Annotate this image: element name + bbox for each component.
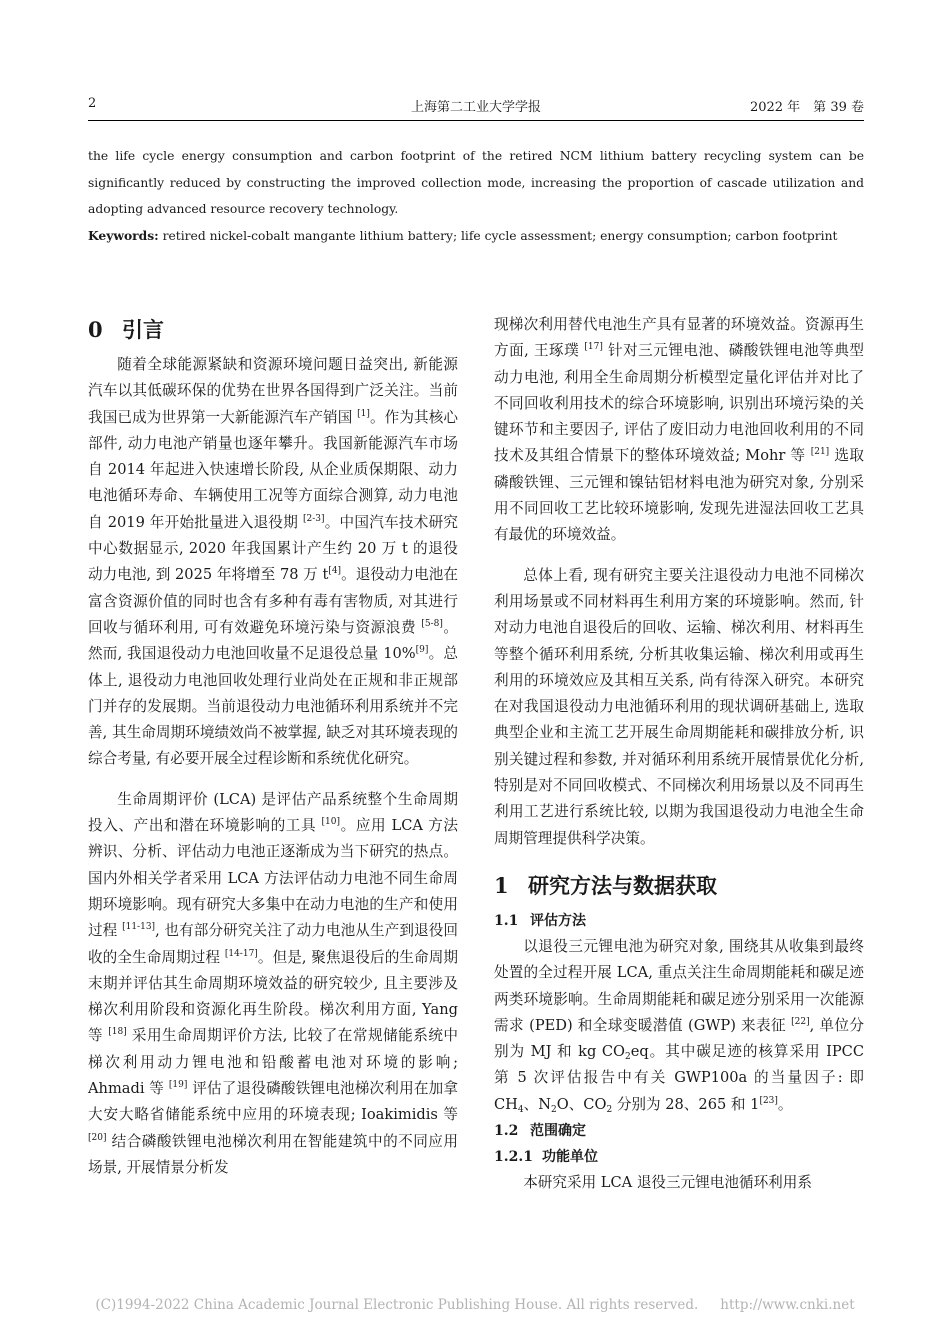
citation[interactable]: [22] xyxy=(791,1016,810,1027)
subsection-heading-1-1: 1.1 评估方法 xyxy=(494,912,586,929)
paragraph-intro-2-continued: 现梯次利用替代电池生产具有显著的环境效益。资源再生方面, 王琢璞 [17] 针对三元锂电池、磷酸铁锂电池等典型动力电池, 利用全生命周期分析模型定量化评估并对比了不同回收利用技术的综合环境影响, 识别出环境污染的关键环节和主要因子, 评估了废旧动力电池回收利用的不同技术及其组合情景下的整体环境效益; Mohr 等 [21] 选取磷酸铁锂、三元锂和镍钴铝材料电池为研究对象, 分别采用不同回收工艺比较环境影响, 发现先进湿法回收工艺具有最优的环境效益。 xyxy=(494,316,865,544)
paragraph-intro-3: 总体上看, 现有研究主要关注退役动力电池不同梯次利用场景或不同材料再生利用方案的环境影响。然而, 针对动力电池自退役后的回收、运输、梯次利用、材料再生等整个循环利用系统, 分析其收集运输、梯次利用或再生利用的环境效应及其相互关系, 尚有待深入研究。本研究在对我国退役动力电池循环利用的现状调研基础上, 选取典型企业和主流工艺开展生命周期能耗和碳排放分析, 识别关键过程和参数, 并对循环利用系统开展情景优化分析, 特别是对不同回收模式、不同梯次利用场景以及不同再生利用工艺进行系统比较, 以期为我国退役动力电池全生命周期管理提供科学决策。 xyxy=(494,566,864,847)
english-abstract xyxy=(88,143,864,249)
abstract-text: the life cycle energy consumption and carbon footprint of the retired NCM lithium battery recycling system can be significantly reduced by constructing the improved collection mode, increasing the proportion of cascade utilization and adopting advanced resource recovery technology. xyxy=(88,149,864,216)
right-column xyxy=(494,312,864,1196)
citation[interactable]: [9] xyxy=(415,645,429,656)
keywords-text: retired nickel-cobalt mangante lithium battery; life cycle assessment; energy consumption; carbon footprint xyxy=(162,228,838,243)
paragraph-functional-unit: 本研究采用 LCA 退役三元锂电池循环利用系 xyxy=(523,1174,812,1192)
section-heading-0: 0 引言 xyxy=(88,317,164,342)
citation[interactable]: [23] xyxy=(759,1095,778,1106)
paragraph-intro-1: 随着全球能源紧缺和资源环境问题日益突出, 新能源汽车以其低碳环保的优势在世界各国得到广泛关注。当前我国已成为世界第一大新能源汽车产销国 [1]。作为其核心部件, 动力电池产销量也逐年攀升。我国新能源汽车市场自 2014 年起进入快速增长阶段, 从企业质保期限、动力电池循环寿命、车辆使用工况等方面综合测算, 动力电池自 2019 年开始批量进入退役期 [2-3]。中国汽车技术研究中心数据显示, 2020 年我国累计产生约 20 万 t 的退役动力电池, 到 2025 年将增至 78 万 t[4]。退役动力电池在富含资源价值的同时也含有多种有毒有害物质, 对其进行回收与循环利用, 可有效避免环境污染与资源浪费 [5-8]。然而, 我国退役动力电池回收量不足退役总量 10%[9]。总体上, 退役动力电池回收处理行业尚处在正规和非正规部门并存的发展期。当前退役动力电池循环利用系统并不完善, 其生命周期环境绩效尚不被掌握, 缺乏对其环境表现的综合考量, 有必要开展全过程诊断和系统优化研究。 xyxy=(88,356,458,768)
subsection-heading-1-2: 1.2 范围确定 xyxy=(494,1123,586,1140)
paragraph-intro-2: 生命周期评价 (LCA) 是评估产品系统整个生命周期投入、产出和潜在环境影响的工具 [10]。应用 LCA 方法辨识、分析、评估动力电池正逐渐成为当下研究的热点。国内外相关学者采用 LCA 方法评估动力电池不同生命周期环境影响。现有研究大多集中在动力电池的生产和使用过程 [11-13], 也有部分研究关注了动力电池从生产到退役回收的全生命周期过程 [14-17]。但是, 聚焦退役后的生命周期末期并评估其生命周期环境效益的研究较少, 且主要涉及梯次利用阶段和资源化再生阶段。梯次利用方面, Yang 等 [18] 采用生命周期评价方法, 比较了在常规储能系统中梯次利用动力锂电池和铅酸蓄电池对环境的影响; Ahmadi 等 [19] 评估了退役磷酸铁锂电池梯次利用在加拿大安大略省储能系统中应用的环境表现; Ioakimidis 等 [20] 结合磷酸铁锂电池梯次利用在智能建筑中的不同应用场景, 开展情景分析发 xyxy=(88,790,459,1176)
citation[interactable]: [18] xyxy=(108,1027,127,1038)
section-heading-1: 1 研究方法与数据获取 xyxy=(494,872,717,898)
journal-title: 上海第二工业大学学报 xyxy=(410,100,541,115)
citation[interactable]: [5-8] xyxy=(421,618,443,629)
journal-volume: 2022 年 第 39 卷 xyxy=(749,100,864,115)
copyright-text: (C)1994-2022 China Academic Journal Electronic Publishing House. All rights reserved. xyxy=(95,1297,699,1313)
copyright-footer xyxy=(0,1297,950,1313)
citation[interactable]: [19] xyxy=(168,1080,188,1091)
page-number: 2 xyxy=(88,96,97,111)
keywords-line xyxy=(88,223,864,250)
citation[interactable]: [4] xyxy=(328,566,342,577)
header-rule xyxy=(88,120,864,121)
citation[interactable]: [14-17] xyxy=(224,948,258,959)
citation[interactable]: [10] xyxy=(321,817,340,828)
citation[interactable]: [17] xyxy=(584,342,603,353)
citation[interactable]: [20] xyxy=(88,1132,107,1143)
continued-text: 现梯次利用替代电池生产具有显著的环境效益。资源再生方面, 王琢璞 [17] xyxy=(494,316,864,360)
left-column xyxy=(88,312,458,1181)
cnki-link[interactable]: http://www.cnki.net xyxy=(720,1297,855,1313)
citation[interactable]: [2-3] xyxy=(302,513,325,524)
citation[interactable]: [1] xyxy=(357,408,370,419)
subsection-heading-1-2-1: 1.2.1 功能单位 xyxy=(494,1149,598,1166)
keywords-label: Keywords: xyxy=(88,227,159,243)
citation[interactable]: [21] xyxy=(810,447,830,458)
paragraph-method: 以退役三元锂电池为研究对象, 围绕其从收集到最终处置的全过程开展 LCA, 重点关注生命周期能耗和碳足迹两类环境影响。生命周期能耗和碳足迹分别采用一次能源需求 (PED) 和全球变暖潜值 (GWP) 来表征 [22], 单位分别为 MJ 和 kg $CO_2eq$。其中碳足迹的核算采用 IPCC 第 5 次评估报告中有关 GWP100a 的当量因子: 即 $CH_4$、$N_2O$、$CO_2$ 分别为 28、265 和 1[23]。 xyxy=(494,937,865,1115)
citation[interactable]: [11-13] xyxy=(122,922,156,933)
running-header xyxy=(88,96,864,118)
